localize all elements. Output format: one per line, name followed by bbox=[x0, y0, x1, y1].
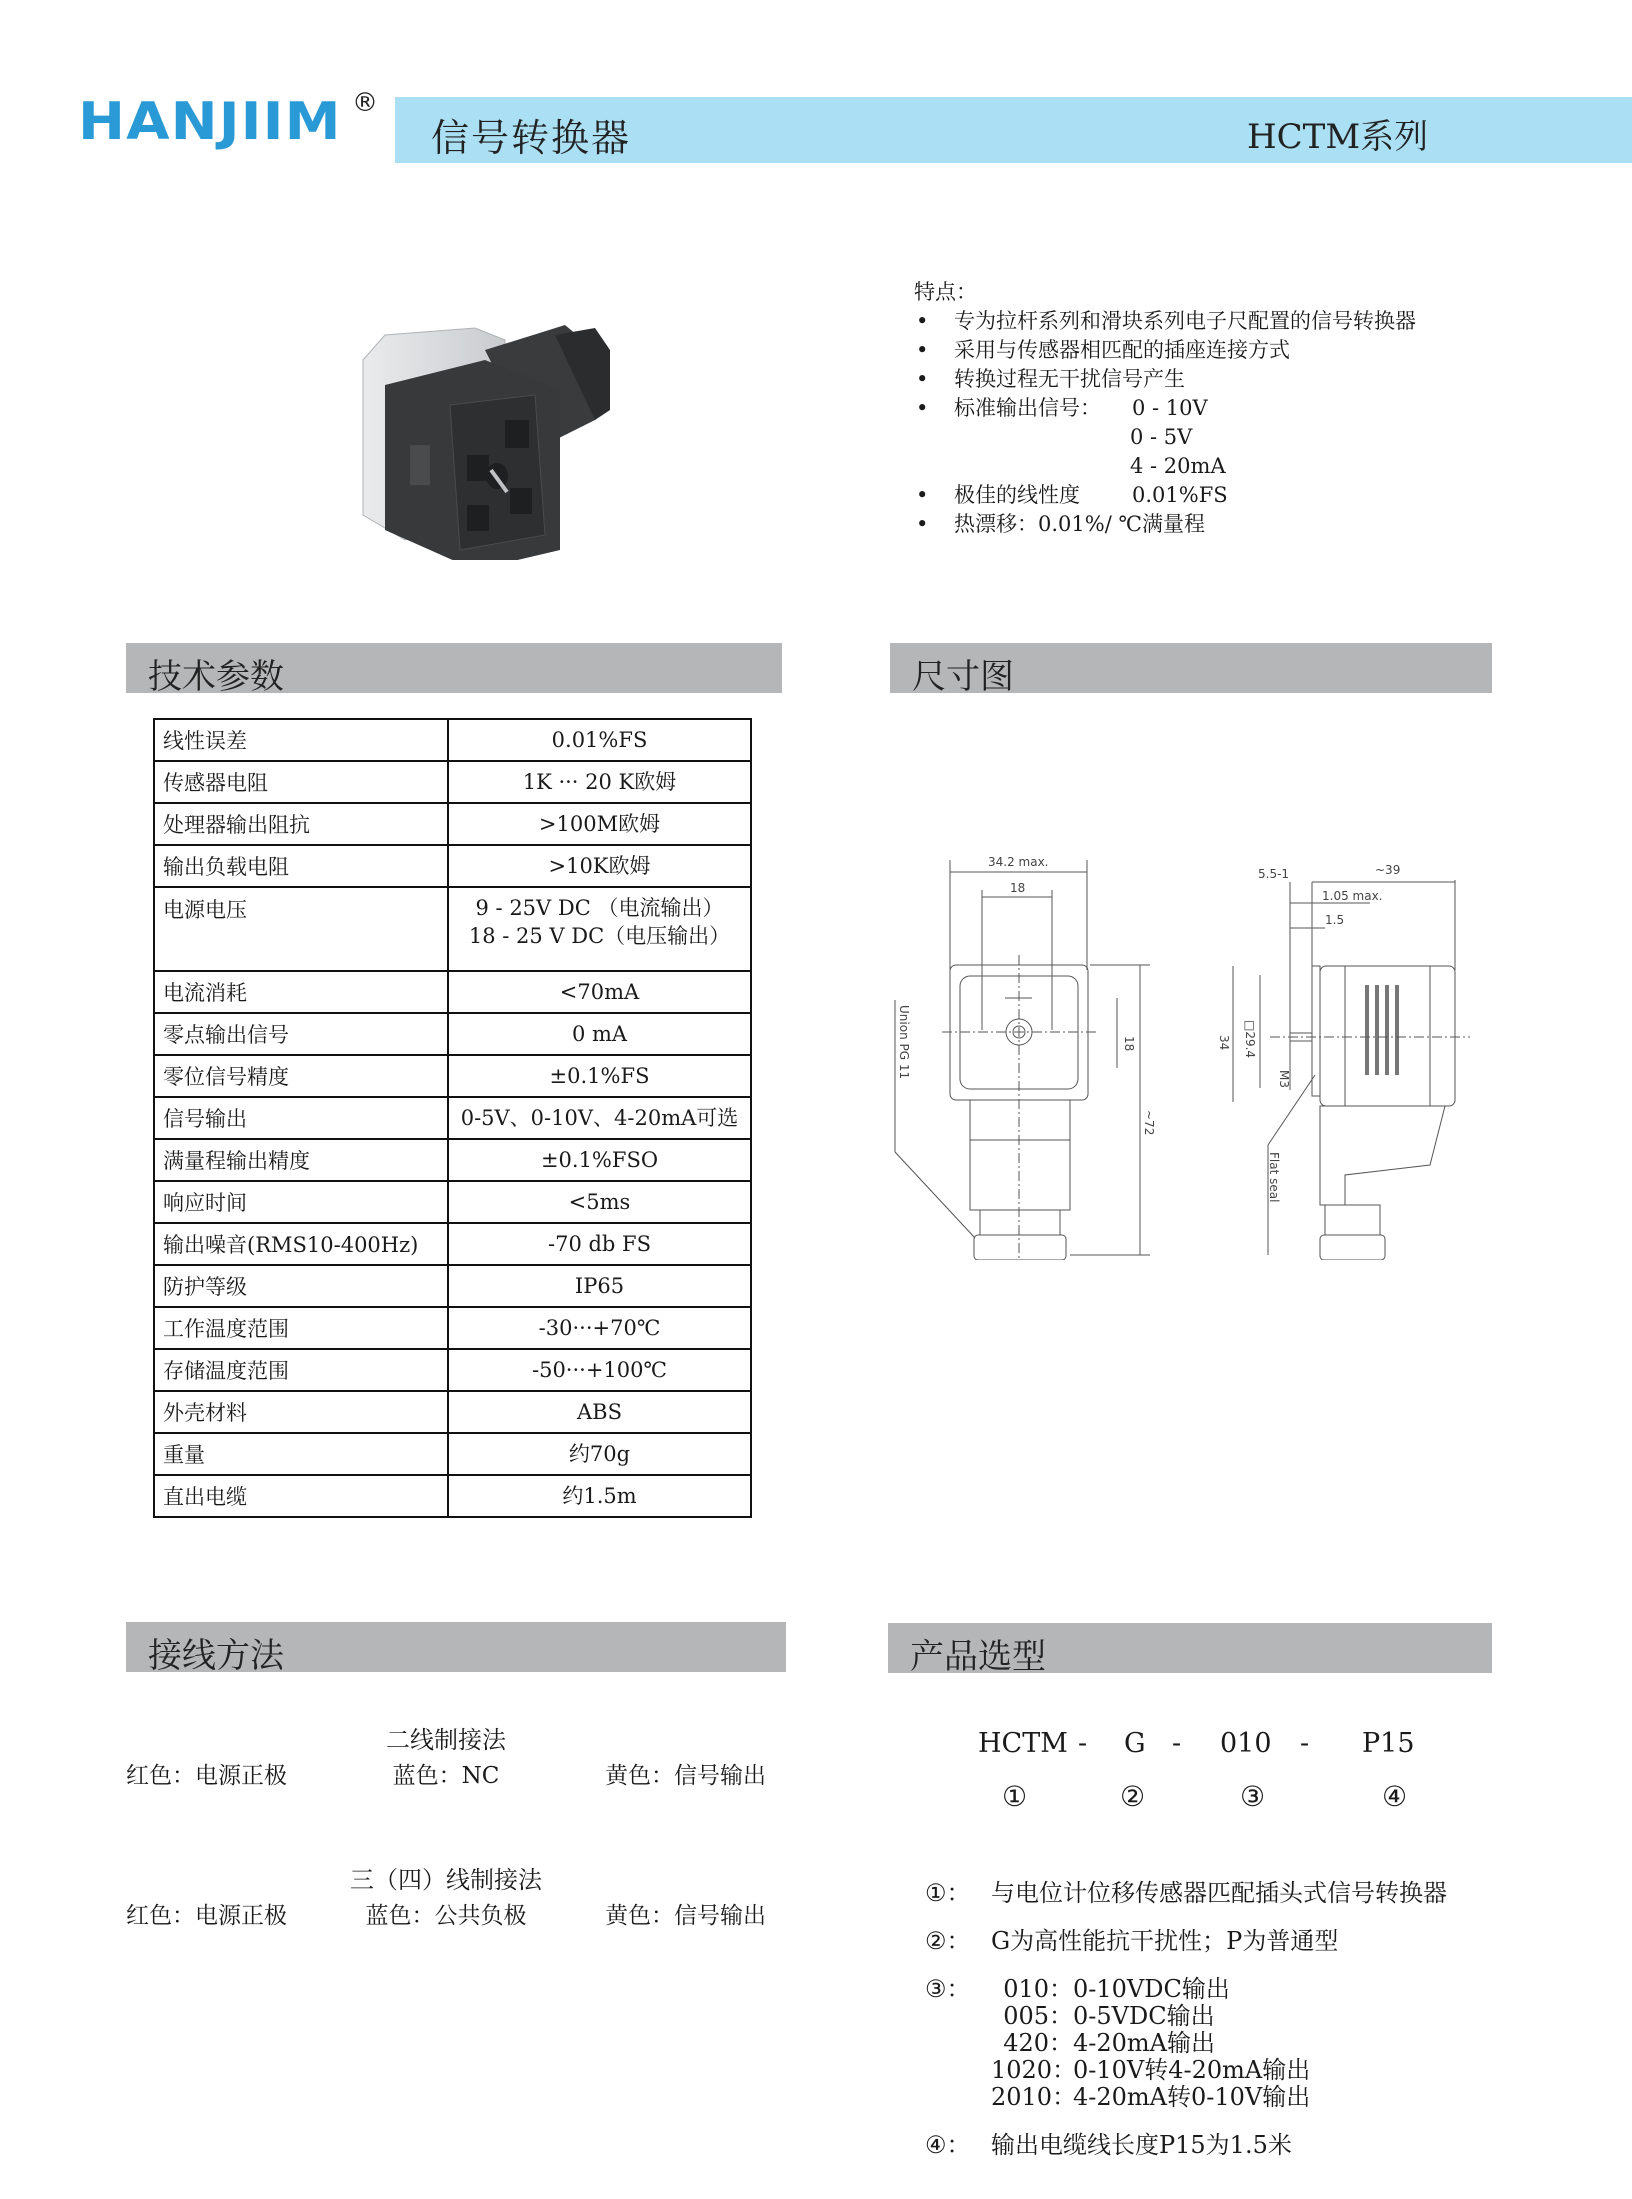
svg-text:Union PG 11: Union PG 11 bbox=[897, 1005, 911, 1080]
wire-red: 红色：电源正极 bbox=[126, 1763, 287, 1789]
two-wire-title: 二线制接法 bbox=[386, 1726, 506, 1754]
spec-key: 外壳材料 bbox=[154, 1391, 448, 1433]
model-legend bbox=[925, 1880, 1447, 2180]
section-specs: 技术参数 bbox=[126, 643, 782, 693]
section-selection: 产品选型 bbox=[888, 1623, 1492, 1673]
spec-value: IP65 bbox=[448, 1265, 751, 1307]
feature-item: • 采用与传感器相匹配的插座连接方式 bbox=[916, 338, 1290, 362]
title-bar bbox=[395, 97, 1632, 163]
spec-value: 约70g bbox=[448, 1433, 751, 1475]
wire-blue: 蓝色：NC bbox=[392, 1763, 500, 1789]
wiring-methods bbox=[126, 1720, 766, 2000]
spec-row bbox=[154, 1349, 751, 1391]
spec-row bbox=[154, 845, 751, 887]
svg-text:~72: ~72 bbox=[1142, 1110, 1156, 1136]
wire-yellow: 黄色：信号输出 bbox=[605, 1903, 766, 1929]
spec-value: 9 - 25V DC （电流输出） 18 - 25 V DC（电压输出） bbox=[448, 887, 751, 971]
series-label: HCTM系列 bbox=[1247, 117, 1429, 157]
spec-value: 0 mA bbox=[448, 1013, 751, 1055]
svg-text:M3: M3 bbox=[1277, 1070, 1291, 1088]
svg-text:Flat seal: Flat seal bbox=[1267, 1152, 1281, 1203]
product-photo bbox=[355, 300, 645, 560]
spec-value: >10K欧姆 bbox=[448, 845, 751, 887]
code-cable: P15 bbox=[1362, 1728, 1415, 1759]
spec-value: ±0.1%FSO bbox=[448, 1139, 751, 1181]
wire-yellow: 黄色：信号输出 bbox=[604, 1763, 766, 1789]
model-code: HCTM - G - 010 - P15 ① ② ③ ④ bbox=[978, 1728, 1415, 1813]
features-list bbox=[914, 278, 1416, 539]
spec-row bbox=[154, 761, 751, 803]
code-output: 010 bbox=[1220, 1728, 1272, 1759]
wire-red: 红色：电源正极 bbox=[126, 1903, 287, 1929]
code-type: G bbox=[1124, 1728, 1146, 1759]
spec-value: ABS bbox=[448, 1391, 751, 1433]
feature-item: • 标准输出信号： 0 - 10V bbox=[916, 396, 1208, 420]
spec-row bbox=[154, 1223, 751, 1265]
svg-text:1.5: 1.5 bbox=[1325, 913, 1345, 927]
spec-value: 1K ··· 20 K欧姆 bbox=[448, 761, 751, 803]
spec-value: ±0.1%FS bbox=[448, 1055, 751, 1097]
features-heading: 特点： bbox=[914, 280, 977, 304]
svg-text:18: 18 bbox=[1122, 1036, 1136, 1052]
spec-key: 重量 bbox=[154, 1433, 448, 1475]
legend-item: ③： 010： 0-10VDC输出 005： 0-5VDC输出 420： 4-20mA输出 1020： 0-10V转4-20mA输出 2010： 4-20mA转0-10V输出 bbox=[925, 1975, 1311, 2111]
spec-key: 处理器输出阻抗 bbox=[154, 803, 448, 845]
spec-row bbox=[154, 1475, 751, 1517]
feature-item: • 热漂移：0.01%/ ℃满量程 bbox=[916, 512, 1205, 536]
spec-row bbox=[154, 1265, 751, 1307]
dimension-drawing bbox=[870, 840, 1500, 1260]
section-dimensions: 尺寸图 bbox=[890, 643, 1492, 693]
spec-value: -70 db FS bbox=[448, 1223, 751, 1265]
spec-row bbox=[154, 803, 751, 845]
feature-value: 4 - 20mA bbox=[1130, 454, 1226, 478]
spec-key: 存储温度范围 bbox=[154, 1349, 448, 1391]
spec-row bbox=[154, 1097, 751, 1139]
side-view bbox=[1217, 863, 1470, 1260]
spec-key: 工作温度范围 bbox=[154, 1307, 448, 1349]
spec-key: 零位信号精度 bbox=[154, 1055, 448, 1097]
spec-key: 满量程输出精度 bbox=[154, 1139, 448, 1181]
spec-key: 传感器电阻 bbox=[154, 761, 448, 803]
spec-row bbox=[154, 1055, 751, 1097]
two-wire-block bbox=[126, 1720, 766, 1790]
spec-key: 线性误差 bbox=[154, 719, 448, 761]
spec-row bbox=[154, 887, 751, 971]
svg-text:1.05 max.: 1.05 max. bbox=[1322, 889, 1383, 903]
spec-row bbox=[154, 1307, 751, 1349]
legend-item: ②： G为高性能抗干扰性；P为普通型 bbox=[925, 1927, 1339, 1955]
legend-item: ①： 与电位计位移传感器匹配插头式信号转换器 bbox=[925, 1879, 1447, 1907]
spec-key: 响应时间 bbox=[154, 1181, 448, 1223]
spec-row bbox=[154, 1181, 751, 1223]
svg-text:□29.4: □29.4 bbox=[1243, 1020, 1257, 1059]
section-wiring: 接线方法 bbox=[126, 1622, 786, 1672]
spec-table bbox=[153, 718, 752, 1518]
feature-value: 0 - 5V bbox=[1130, 425, 1193, 449]
svg-text:18: 18 bbox=[1010, 881, 1026, 895]
legend-item: ④： 输出电缆线长度P15为1.5米 bbox=[925, 2131, 1292, 2159]
spec-key: 信号输出 bbox=[154, 1097, 448, 1139]
code-series: HCTM bbox=[978, 1728, 1068, 1759]
spec-value: 约1.5m bbox=[448, 1475, 751, 1517]
spec-key: 输出噪音(RMS10-400Hz) bbox=[154, 1223, 448, 1265]
spec-value: -50···+100℃ bbox=[448, 1349, 751, 1391]
spec-value: 0-5V、0-10V、4-20mA可选 bbox=[448, 1097, 751, 1139]
spec-row bbox=[154, 1013, 751, 1055]
svg-text:~39: ~39 bbox=[1375, 863, 1401, 877]
spec-value: 0.01%FS bbox=[448, 719, 751, 761]
registered-mark: ® bbox=[352, 88, 378, 118]
spec-key: 零点输出信号 bbox=[154, 1013, 448, 1055]
svg-text:34.2 max.: 34.2 max. bbox=[988, 855, 1049, 869]
spec-value: >100M欧姆 bbox=[448, 803, 751, 845]
three-wire-title: 三（四）线制接法 bbox=[350, 1866, 542, 1894]
wire-blue: 蓝色：公共负极 bbox=[365, 1903, 527, 1929]
spec-row bbox=[154, 971, 751, 1013]
spec-row bbox=[154, 1139, 751, 1181]
three-wire-block bbox=[126, 1860, 766, 1930]
feature-item: • 转换过程无干扰信号产生 bbox=[916, 367, 1185, 391]
spec-value: -30···+70℃ bbox=[448, 1307, 751, 1349]
spec-key: 直出电缆 bbox=[154, 1475, 448, 1517]
svg-text:34: 34 bbox=[1217, 1035, 1231, 1051]
brand-logo: HANJIIM bbox=[78, 92, 342, 152]
svg-text:5.5-1: 5.5-1 bbox=[1258, 867, 1290, 881]
spec-key: 电流消耗 bbox=[154, 971, 448, 1013]
feature-item: • 专为拉杆系列和滑块系列电子尺配置的信号转换器 bbox=[916, 309, 1416, 333]
spec-value: <70mA bbox=[448, 971, 751, 1013]
spec-row bbox=[154, 1391, 751, 1433]
spec-key: 输出负载电阻 bbox=[154, 845, 448, 887]
spec-value: <5ms bbox=[448, 1181, 751, 1223]
page-title: 信号转换器 bbox=[431, 116, 632, 160]
spec-row bbox=[154, 1433, 751, 1475]
spec-key: 防护等级 bbox=[154, 1265, 448, 1307]
spec-row bbox=[154, 719, 751, 761]
spec-key: 电源电压 bbox=[154, 887, 448, 971]
front-view bbox=[895, 855, 1156, 1260]
feature-item: • 极佳的线性度 0.01%FS bbox=[916, 483, 1228, 507]
